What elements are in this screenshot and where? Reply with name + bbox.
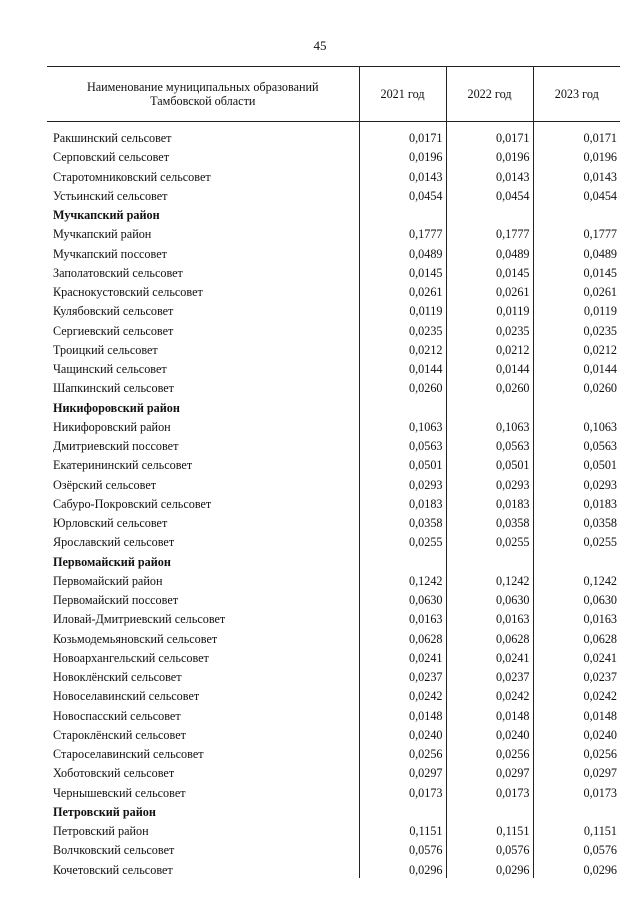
value-2022: 0,0241 bbox=[446, 647, 533, 666]
table-row bbox=[47, 666, 620, 685]
value-2022: 0,0163 bbox=[446, 608, 533, 627]
district-name: Мучкапский район bbox=[53, 208, 160, 222]
municipality-name: Кулябовский сельсовет bbox=[53, 304, 174, 319]
table-row bbox=[47, 608, 620, 627]
value-2021: 0,0235 bbox=[359, 319, 446, 338]
value-2022: 0,0240 bbox=[446, 724, 533, 743]
value-2021: 0,0261 bbox=[359, 281, 446, 300]
value-2022: 0,0628 bbox=[446, 627, 533, 646]
table-row bbox=[47, 358, 620, 377]
table-row bbox=[47, 839, 620, 858]
municipality-name: Петровский район bbox=[53, 824, 149, 838]
value-2022: 0,1151 bbox=[446, 820, 533, 839]
municipality-name: Шапкинский сельсовет bbox=[53, 381, 174, 396]
value-2021: 0,0630 bbox=[359, 589, 446, 608]
municipality-name: Новоархангельский сельсовет bbox=[53, 650, 209, 665]
value-2023: 0,0255 bbox=[533, 531, 620, 550]
value-2023: 0,0501 bbox=[533, 454, 620, 473]
value-2023: 0,0628 bbox=[533, 627, 620, 646]
value-2022: 0,1242 bbox=[446, 570, 533, 589]
value-2022: 0,0144 bbox=[446, 358, 533, 377]
value-2022: 0,0297 bbox=[446, 762, 533, 781]
municipality-name: Екатерининский сельсовет bbox=[53, 458, 193, 473]
value-2021: 0,0183 bbox=[359, 493, 446, 512]
value-2023: 0,1777 bbox=[533, 223, 620, 242]
value-2023 bbox=[533, 801, 620, 820]
municipality-name: Ракшинский сельсовет bbox=[53, 131, 172, 145]
district-heading-row bbox=[47, 550, 620, 569]
table-row bbox=[47, 165, 620, 184]
value-2021: 0,0241 bbox=[359, 647, 446, 666]
district-name: Петровский район bbox=[53, 804, 156, 819]
value-2022: 0,0489 bbox=[446, 242, 533, 261]
table-row bbox=[47, 647, 620, 666]
municipality-name: Мучкапский район bbox=[53, 227, 152, 242]
value-2022 bbox=[446, 396, 533, 415]
municipality-name: Троицкий сельсовет bbox=[53, 342, 158, 357]
district-heading-row bbox=[47, 801, 620, 820]
value-2021: 0,0173 bbox=[359, 781, 446, 800]
value-2022: 0,0256 bbox=[446, 743, 533, 762]
municipality-name: Юрловский сельсовет bbox=[53, 516, 168, 530]
value-2021: 0,0212 bbox=[359, 339, 446, 358]
value-2023: 0,0358 bbox=[533, 512, 620, 531]
value-2022 bbox=[446, 204, 533, 223]
table-row bbox=[47, 262, 620, 281]
value-2021: 0,0242 bbox=[359, 685, 446, 704]
value-2023: 0,0576 bbox=[533, 839, 620, 858]
value-2021 bbox=[359, 396, 446, 415]
value-2021: 0,0628 bbox=[359, 627, 446, 646]
page-number: 45 bbox=[313, 38, 327, 53]
value-2022 bbox=[446, 550, 533, 569]
value-2023: 0,0297 bbox=[533, 762, 620, 781]
value-2023: 0,0173 bbox=[533, 781, 620, 800]
value-2022: 0,0148 bbox=[446, 704, 533, 723]
municipality-name: Иловай-Дмитриевский сельсовет bbox=[53, 612, 226, 627]
value-2022: 0,0255 bbox=[446, 531, 533, 550]
value-2021: 0,0119 bbox=[359, 300, 446, 319]
value-2023: 0,0293 bbox=[533, 473, 620, 492]
value-2022: 0,0173 bbox=[446, 781, 533, 800]
table-row bbox=[47, 820, 620, 839]
table-row bbox=[47, 242, 620, 261]
value-2021: 0,0144 bbox=[359, 358, 446, 377]
value-2022: 0,0183 bbox=[446, 493, 533, 512]
municipality-name: Сергиевский сельсовет bbox=[53, 323, 174, 338]
value-2021: 0,0563 bbox=[359, 435, 446, 454]
table-row bbox=[47, 781, 620, 800]
municipality-name: Серповский сельсовет bbox=[53, 150, 170, 165]
table-row bbox=[47, 570, 620, 589]
table-row bbox=[47, 435, 620, 454]
value-2023: 0,0454 bbox=[533, 185, 620, 204]
value-2021: 0,1063 bbox=[359, 416, 446, 435]
column-header-2023: 2023 год bbox=[533, 67, 620, 122]
value-2022: 0,0296 bbox=[446, 858, 533, 877]
value-2023: 0,0296 bbox=[533, 858, 620, 877]
municipality-name: Новоклёнский сельсовет bbox=[53, 670, 182, 684]
table-row bbox=[47, 473, 620, 492]
value-2021: 0,0293 bbox=[359, 473, 446, 492]
municipality-name: Волчковский сельсовет bbox=[53, 843, 175, 858]
value-2021: 0,0454 bbox=[359, 185, 446, 204]
column-header-2021: 2021 год bbox=[359, 67, 446, 122]
value-2022: 0,0563 bbox=[446, 435, 533, 454]
value-2022: 0,0212 bbox=[446, 339, 533, 358]
value-2023: 0,0235 bbox=[533, 319, 620, 338]
value-2022: 0,0260 bbox=[446, 377, 533, 396]
municipality-name: Новоселавинский сельсовет bbox=[53, 689, 200, 704]
value-2021: 0,0196 bbox=[359, 146, 446, 165]
table-row bbox=[47, 531, 620, 550]
value-2021 bbox=[359, 204, 446, 223]
value-2022 bbox=[446, 801, 533, 820]
table-row bbox=[47, 627, 620, 646]
value-2022: 0,0196 bbox=[446, 146, 533, 165]
value-2023: 0,0256 bbox=[533, 743, 620, 762]
value-2023 bbox=[533, 396, 620, 415]
value-2023: 0,0489 bbox=[533, 242, 620, 261]
value-2021: 0,0255 bbox=[359, 531, 446, 550]
value-2023 bbox=[533, 204, 620, 223]
value-2022: 0,0454 bbox=[446, 185, 533, 204]
value-2021: 0,1777 bbox=[359, 223, 446, 242]
municipality-name: Новоспасский сельсовет bbox=[53, 708, 181, 723]
value-2022: 0,0242 bbox=[446, 685, 533, 704]
value-2023: 0,0163 bbox=[533, 608, 620, 627]
table-row bbox=[47, 743, 620, 762]
value-2022: 0,0293 bbox=[446, 473, 533, 492]
value-2021: 0,0358 bbox=[359, 512, 446, 531]
table-row bbox=[47, 493, 620, 512]
value-2021: 0,1242 bbox=[359, 570, 446, 589]
value-2023: 0,0237 bbox=[533, 666, 620, 685]
value-2023: 0,1242 bbox=[533, 570, 620, 589]
value-2022: 0,0119 bbox=[446, 300, 533, 319]
value-2021: 0,0145 bbox=[359, 262, 446, 281]
value-2023: 0,0144 bbox=[533, 358, 620, 377]
value-2022: 0,0145 bbox=[446, 262, 533, 281]
value-2023: 0,0196 bbox=[533, 146, 620, 165]
value-2023: 0,0119 bbox=[533, 300, 620, 319]
value-2022: 0,0501 bbox=[446, 454, 533, 473]
value-2022: 0,0261 bbox=[446, 281, 533, 300]
value-2022: 0,0235 bbox=[446, 319, 533, 338]
district-heading-row bbox=[47, 204, 620, 223]
value-2022: 0,0630 bbox=[446, 589, 533, 608]
municipality-name: Чащинский сельсовет bbox=[53, 362, 167, 376]
municipality-name: Краснокустовский сельсовет bbox=[53, 285, 203, 299]
value-2022: 0,0171 bbox=[446, 122, 533, 147]
coefficients-table bbox=[47, 66, 620, 878]
value-2023: 0,0261 bbox=[533, 281, 620, 300]
table-row bbox=[47, 300, 620, 319]
municipality-name: Сабуро-Покровский сельсовет bbox=[53, 496, 212, 511]
table-row bbox=[47, 685, 620, 704]
value-2021: 0,0237 bbox=[359, 666, 446, 685]
municipality-name: Хоботовский сельсовет bbox=[53, 766, 175, 781]
value-2023: 0,0183 bbox=[533, 493, 620, 512]
district-name: Первомайский район bbox=[53, 554, 171, 569]
value-2022: 0,0143 bbox=[446, 165, 533, 184]
value-2023: 0,0143 bbox=[533, 165, 620, 184]
municipality-name: Ярославский сельсовет bbox=[53, 535, 175, 550]
value-2021: 0,0163 bbox=[359, 608, 446, 627]
table-row bbox=[47, 512, 620, 531]
value-2022: 0,1777 bbox=[446, 223, 533, 242]
table-row bbox=[47, 339, 620, 358]
value-2023: 0,0563 bbox=[533, 435, 620, 454]
value-2023: 0,0260 bbox=[533, 377, 620, 396]
municipality-name: Староселавинский сельсовет bbox=[53, 747, 204, 761]
value-2023: 0,0145 bbox=[533, 262, 620, 281]
value-2021: 0,0240 bbox=[359, 724, 446, 743]
value-2021 bbox=[359, 550, 446, 569]
value-2023: 0,0241 bbox=[533, 647, 620, 666]
municipality-name: Первомайский район bbox=[53, 573, 163, 588]
municipality-name: Староклёнский сельсовет bbox=[53, 727, 186, 742]
value-2021 bbox=[359, 801, 446, 820]
value-2021: 0,1151 bbox=[359, 820, 446, 839]
municipality-name: Кочетовский сельсовет bbox=[53, 862, 173, 877]
municipality-name: Старотомниковский сельсовет bbox=[53, 169, 211, 184]
value-2023: 0,0212 bbox=[533, 339, 620, 358]
value-2023: 0,0148 bbox=[533, 704, 620, 723]
table-row bbox=[47, 704, 620, 723]
municipality-name: Первомайский поссовет bbox=[53, 593, 179, 607]
municipality-name: Дмитриевский поссовет bbox=[53, 439, 179, 453]
table-row bbox=[47, 122, 620, 147]
value-2023: 0,0242 bbox=[533, 685, 620, 704]
municipality-name: Мучкапский поссовет bbox=[53, 246, 167, 261]
table-row bbox=[47, 454, 620, 473]
table-row bbox=[47, 762, 620, 781]
value-2021: 0,0143 bbox=[359, 165, 446, 184]
table-row bbox=[47, 223, 620, 242]
value-2021: 0,0296 bbox=[359, 858, 446, 877]
value-2021: 0,0256 bbox=[359, 743, 446, 762]
value-2021: 0,0260 bbox=[359, 377, 446, 396]
value-2021: 0,0576 bbox=[359, 839, 446, 858]
municipality-name: Козьмодемьяновский сельсовет bbox=[53, 631, 218, 646]
district-heading-row bbox=[47, 396, 620, 415]
municipality-name: Никифоровский район bbox=[53, 419, 171, 434]
table-row bbox=[47, 724, 620, 743]
table-row bbox=[47, 281, 620, 300]
table-row bbox=[47, 146, 620, 165]
value-2021: 0,0489 bbox=[359, 242, 446, 261]
municipality-name: Заполатовский сельсовет bbox=[53, 265, 183, 280]
table-body bbox=[47, 122, 620, 878]
table-row bbox=[47, 185, 620, 204]
column-header-name: Наименование муниципальных образований Тамбовской области bbox=[47, 67, 359, 122]
municipality-name: Устьинский сельсовет bbox=[53, 188, 168, 203]
column-header-2022: 2022 год bbox=[446, 67, 533, 122]
table-row bbox=[47, 319, 620, 338]
table-row bbox=[47, 589, 620, 608]
table-row bbox=[47, 416, 620, 435]
value-2022: 0,1063 bbox=[446, 416, 533, 435]
value-2021: 0,0297 bbox=[359, 762, 446, 781]
table-row bbox=[47, 377, 620, 396]
value-2021: 0,0148 bbox=[359, 704, 446, 723]
municipality-name: Озёрский сельсовет bbox=[53, 477, 157, 492]
value-2023: 0,0630 bbox=[533, 589, 620, 608]
value-2022: 0,0358 bbox=[446, 512, 533, 531]
table-row bbox=[47, 858, 620, 877]
value-2023: 0,0171 bbox=[533, 122, 620, 147]
value-2023: 0,1151 bbox=[533, 820, 620, 839]
value-2022: 0,0237 bbox=[446, 666, 533, 685]
value-2023: 0,1063 bbox=[533, 416, 620, 435]
municipality-name: Чернышевский сельсовет bbox=[53, 785, 186, 800]
district-name: Никифоровский район bbox=[53, 400, 180, 415]
table-header-row bbox=[47, 67, 620, 122]
value-2021: 0,0501 bbox=[359, 454, 446, 473]
value-2022: 0,0576 bbox=[446, 839, 533, 858]
value-2023: 0,0240 bbox=[533, 724, 620, 743]
value-2021: 0,0171 bbox=[359, 122, 446, 147]
value-2023 bbox=[533, 550, 620, 569]
